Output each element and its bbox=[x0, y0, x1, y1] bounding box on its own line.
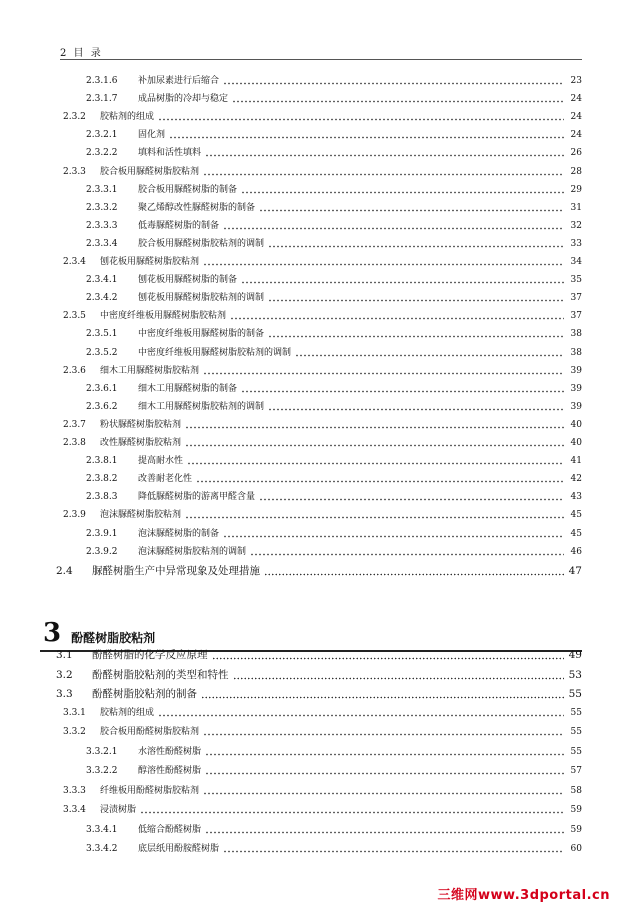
toc-entry-page: 32 bbox=[570, 220, 582, 231]
toc-entry-page: 26 bbox=[570, 148, 582, 159]
toc-entry-title: 酚醛树脂的化学反应原理 bbox=[92, 649, 208, 661]
toc-entry-number: 2.3.9.1 bbox=[86, 528, 118, 539]
toc-entry-title: 脲醛树脂生产中异常现象及处理措施 bbox=[92, 564, 260, 577]
dot-leader bbox=[205, 154, 564, 157]
dot-leader bbox=[185, 516, 564, 519]
toc-entry-page: 42 bbox=[570, 474, 582, 485]
toc-entry bbox=[63, 726, 582, 738]
toc-entry-title: 中密度纤维板用脲醛树脂胶粘剂的调制 bbox=[138, 347, 292, 358]
toc-entry-page: 39 bbox=[570, 401, 582, 412]
toc-entry-number: 2.3.5.2 bbox=[86, 347, 118, 358]
toc-entry bbox=[56, 668, 582, 682]
toc-entry bbox=[63, 707, 582, 719]
toc-entry-page: 39 bbox=[570, 365, 582, 376]
toc-entry bbox=[86, 491, 582, 503]
toc-entry bbox=[56, 648, 582, 662]
dot-leader bbox=[158, 714, 564, 717]
toc-entry-number: 3.3.2.1 bbox=[86, 746, 118, 757]
toc-entry bbox=[86, 843, 582, 855]
toc-entry bbox=[63, 166, 582, 178]
dot-leader bbox=[268, 408, 564, 411]
toc-entry-number: 2.3.2.2 bbox=[86, 148, 118, 159]
toc-entry-page: 55 bbox=[570, 746, 582, 757]
toc-entry-page: 39 bbox=[570, 383, 582, 394]
toc-entry-page: 58 bbox=[570, 785, 582, 796]
toc-entry-title: 胶合板用酚醛树脂胶粘剂 bbox=[100, 727, 200, 737]
toc-entry-page: 46 bbox=[570, 546, 582, 557]
toc-entry bbox=[63, 111, 582, 123]
toc-entry-number: 2.3.8 bbox=[63, 438, 86, 448]
toc-entry-page: 53 bbox=[568, 668, 582, 681]
toc-entry-number: 2.3.3.3 bbox=[86, 220, 118, 231]
toc-entry-number: 3.3.1 bbox=[63, 707, 86, 718]
toc-entry-title: 中密度纤维板用脲醛树脂的制备 bbox=[138, 329, 265, 340]
toc-entry-page: 57 bbox=[570, 766, 582, 776]
dot-leader bbox=[203, 173, 564, 176]
dot-leader bbox=[212, 657, 565, 660]
toc-entry-page: 28 bbox=[570, 166, 582, 177]
toc-entry-page: 38 bbox=[570, 329, 582, 340]
toc-entry bbox=[86, 765, 582, 777]
toc-entry-page: 24 bbox=[570, 94, 582, 105]
toc-entry-number: 2.3.2 bbox=[63, 112, 86, 123]
toc-entry-page: 40 bbox=[570, 438, 582, 448]
dot-leader bbox=[233, 677, 565, 680]
toc-entry-title: 补加尿素进行后缩合 bbox=[138, 76, 220, 86]
dot-leader bbox=[295, 354, 564, 357]
toc-entry bbox=[86, 93, 582, 105]
toc-entry bbox=[63, 256, 582, 268]
dot-leader bbox=[241, 390, 564, 393]
toc-entry-number: 2.3.8.3 bbox=[86, 492, 118, 503]
dot-leader bbox=[203, 263, 564, 266]
toc-entry-title: 纤维板用酚醛树脂胶粘剂 bbox=[100, 785, 200, 796]
toc-entry bbox=[86, 824, 582, 836]
toc-entry-page: 37 bbox=[570, 311, 582, 322]
toc-entry-title: 固化剂 bbox=[138, 130, 166, 141]
toc-entry-number: 2.3.5 bbox=[63, 311, 86, 322]
toc-entry-page: 60 bbox=[570, 844, 582, 854]
toc-entry-number: 3.2 bbox=[56, 668, 73, 681]
toc-entry-title: 细木工用脲醛树脂胶粘剂 bbox=[100, 365, 200, 376]
dot-leader bbox=[268, 335, 564, 338]
chapter-number: 3 bbox=[43, 618, 62, 648]
toc-entry-page: 45 bbox=[570, 528, 582, 539]
toc-entry-page: 55 bbox=[570, 727, 582, 737]
toc-entry-title: 细木工用脲醛树脂胶粘剂的调制 bbox=[138, 401, 265, 412]
toc-entry bbox=[86, 528, 582, 540]
toc-entry-title: 刨花板用脲醛树脂的制备 bbox=[138, 275, 238, 286]
site-watermark: 三维网www.3dportal.cn bbox=[437, 888, 610, 903]
toc-entry-number: 2.3.8.1 bbox=[86, 456, 118, 467]
toc-entry-title: 酚醛树脂胶粘剂的制备 bbox=[92, 688, 197, 700]
toc-entry-page: 31 bbox=[570, 202, 582, 213]
toc-entry-page: 55 bbox=[568, 688, 582, 700]
toc-entry-page: 47 bbox=[568, 564, 582, 577]
toc-entry bbox=[86, 383, 582, 395]
dot-leader bbox=[196, 480, 564, 483]
toc-entry-title: 低毒脲醛树脂的制备 bbox=[138, 220, 220, 231]
toc-entry-title: 成品树脂的冷却与稳定 bbox=[138, 94, 229, 105]
toc-entry bbox=[86, 184, 582, 196]
toc-entry-page: 29 bbox=[570, 184, 582, 195]
dot-leader bbox=[187, 462, 564, 465]
toc-entry bbox=[86, 347, 582, 359]
toc-entry-number: 2.3.1.6 bbox=[86, 76, 118, 86]
toc-entry-number: 2.3.3.2 bbox=[86, 202, 118, 213]
toc-entry-title: 胶合板用脲醛树脂胶粘剂的调制 bbox=[138, 238, 265, 249]
toc-entry-number: 2.4 bbox=[56, 564, 73, 577]
dot-leader bbox=[223, 535, 564, 538]
toc-entry-number: 3.3.4 bbox=[63, 805, 86, 815]
toc-entry bbox=[86, 328, 582, 340]
toc-entry bbox=[86, 546, 582, 558]
dot-leader bbox=[169, 136, 564, 139]
toc-entry-number: 3.1 bbox=[56, 649, 73, 661]
toc-entry bbox=[86, 455, 582, 467]
toc-entry-title: 中密度纤维板用脲醛树脂胶粘剂 bbox=[100, 311, 227, 322]
toc-entry-title: 浸渍树脂 bbox=[100, 805, 137, 815]
toc-entry-number: 3.3.4.1 bbox=[86, 824, 118, 835]
toc-entry-title: 醇溶性酚醛树脂 bbox=[138, 766, 202, 776]
toc-entry bbox=[86, 238, 582, 250]
toc-entry-title: 胶粘剂的组成 bbox=[100, 112, 155, 123]
toc-entry-page: 45 bbox=[570, 510, 582, 521]
toc-entry-page: 40 bbox=[570, 419, 582, 430]
toc-entry-title: 泡沫脲醛树脂胶粘剂的调制 bbox=[138, 546, 247, 557]
dot-leader bbox=[223, 227, 564, 230]
toc-entry bbox=[63, 365, 582, 377]
chapter-heading bbox=[43, 620, 155, 646]
toc-entry-title: 聚乙烯醇改性脲醛树脂的制备 bbox=[138, 202, 256, 213]
dot-leader bbox=[264, 573, 564, 576]
toc-entry-page: 41 bbox=[570, 456, 582, 467]
toc-entry bbox=[86, 401, 582, 413]
dot-leader bbox=[203, 792, 564, 795]
toc-entry bbox=[86, 274, 582, 286]
dot-leader bbox=[205, 772, 564, 775]
toc-entry-number: 2.3.4.2 bbox=[86, 293, 118, 304]
toc-entry-title: 提高耐水性 bbox=[138, 456, 184, 467]
toc-entry bbox=[56, 687, 582, 701]
toc-entry-title: 胶粘剂的组成 bbox=[100, 707, 155, 718]
dot-leader bbox=[223, 82, 564, 85]
toc-entry-number: 2.3.3.4 bbox=[86, 238, 118, 249]
toc-entry-title: 降低脲醛树脂的游离甲醛含量 bbox=[138, 492, 256, 503]
toc-entry-page: 59 bbox=[570, 824, 582, 835]
toc-entry bbox=[63, 509, 582, 521]
toc-entry-page: 49 bbox=[568, 649, 582, 661]
toc-entry bbox=[86, 220, 582, 232]
dot-leader bbox=[232, 100, 564, 103]
toc-entry-title: 底层纸用酚胺醛树脂 bbox=[138, 844, 220, 854]
toc-entry-number: 2.3.1.7 bbox=[86, 94, 118, 105]
toc-entry-number: 2.3.6.2 bbox=[86, 401, 118, 412]
toc-entry-number: 2.3.2.1 bbox=[86, 130, 118, 141]
dot-leader bbox=[223, 850, 564, 853]
dot-leader bbox=[259, 209, 564, 212]
toc-entry-title: 泡沫脲醛树脂的制备 bbox=[138, 528, 220, 539]
dot-leader bbox=[250, 553, 564, 556]
dot-leader bbox=[205, 831, 564, 834]
toc-entry bbox=[63, 419, 582, 431]
dot-leader bbox=[203, 372, 564, 375]
toc-entry-title: 刨花板用脲醛树脂胶粘剂的调制 bbox=[138, 293, 265, 304]
toc-entry bbox=[86, 75, 582, 87]
toc-entry bbox=[86, 202, 582, 214]
header-divider bbox=[60, 59, 582, 60]
toc-entry-page: 24 bbox=[570, 130, 582, 141]
dot-leader bbox=[205, 753, 564, 756]
page-header: 2 目 录 bbox=[60, 48, 103, 59]
toc-entry bbox=[86, 746, 582, 758]
toc-entry bbox=[63, 804, 582, 816]
toc-entry bbox=[86, 473, 582, 485]
toc-entry-number: 3.3 bbox=[56, 688, 73, 700]
dot-leader bbox=[230, 317, 564, 320]
toc-entry-page: 37 bbox=[570, 293, 582, 304]
toc-entry-title: 改性脲醛树脂胶粘剂 bbox=[100, 438, 182, 448]
toc-entry-page: 38 bbox=[570, 347, 582, 358]
dot-leader bbox=[185, 444, 564, 447]
toc-entry bbox=[56, 564, 582, 578]
toc-entry-number: 3.3.3 bbox=[63, 785, 86, 796]
chapter-title: 酚醛树脂胶粘剂 bbox=[71, 631, 156, 645]
dot-leader bbox=[201, 696, 564, 699]
toc-entry-title: 细木工用脲醛树脂的制备 bbox=[138, 383, 238, 394]
toc-entry-title: 填料和活性填料 bbox=[138, 148, 202, 159]
toc-entry bbox=[86, 129, 582, 141]
toc-entry-page: 33 bbox=[570, 238, 582, 249]
toc-entry bbox=[63, 785, 582, 797]
toc-entry-title: 改善耐老化性 bbox=[138, 474, 193, 485]
toc-entry-number: 2.3.3.1 bbox=[86, 184, 118, 195]
toc-entry-page: 59 bbox=[570, 805, 582, 815]
dot-leader bbox=[203, 733, 564, 736]
toc-entry-title: 水溶性酚醛树脂 bbox=[138, 746, 202, 757]
toc-entry-number: 2.3.8.2 bbox=[86, 474, 118, 485]
toc-entry-number: 2.3.6 bbox=[63, 365, 86, 376]
toc-entry-title: 胶合板用脲醛树脂胶粘剂 bbox=[100, 166, 200, 177]
toc-entry-number: 3.3.2 bbox=[63, 727, 86, 737]
toc-entry bbox=[63, 437, 582, 449]
toc-entry-number: 2.3.9.2 bbox=[86, 546, 118, 557]
dot-leader bbox=[158, 118, 564, 121]
dot-leader bbox=[268, 245, 564, 248]
toc-entry-page: 55 bbox=[570, 707, 582, 718]
toc-entry-number: 3.3.4.2 bbox=[86, 844, 118, 854]
toc-entry-number: 2.3.3 bbox=[63, 166, 86, 177]
toc-entry bbox=[86, 147, 582, 159]
toc-entry bbox=[63, 310, 582, 322]
toc-entry-title: 刨花板用脲醛树脂胶粘剂 bbox=[100, 257, 200, 267]
toc-entry-number: 2.3.9 bbox=[63, 510, 86, 521]
toc-entry-number: 2.3.4.1 bbox=[86, 275, 118, 286]
dot-leader bbox=[268, 299, 564, 302]
dot-leader bbox=[259, 498, 564, 501]
toc-entry-page: 34 bbox=[570, 257, 582, 267]
toc-entry-number: 3.3.2.2 bbox=[86, 766, 118, 776]
toc-entry-number: 2.3.6.1 bbox=[86, 383, 118, 394]
toc-entry-number: 2.3.4 bbox=[63, 257, 86, 267]
toc-entry-title: 粉状脲醛树脂胶粘剂 bbox=[100, 419, 182, 430]
toc-entry-title: 酚醛树脂胶粘剂的类型和特性 bbox=[92, 668, 229, 681]
toc-entry-page: 24 bbox=[570, 112, 582, 123]
dot-leader bbox=[140, 811, 564, 814]
toc-entry-page: 23 bbox=[570, 76, 582, 86]
dot-leader bbox=[241, 191, 564, 194]
toc-entry-number: 2.3.7 bbox=[63, 419, 86, 430]
toc-entry-page: 35 bbox=[570, 275, 582, 286]
dot-leader bbox=[185, 426, 564, 429]
toc-entry bbox=[86, 292, 582, 304]
toc-entry-title: 胶合板用脲醛树脂的制备 bbox=[138, 184, 238, 195]
toc-entry-number: 2.3.5.1 bbox=[86, 329, 118, 340]
toc-entry-page: 43 bbox=[570, 492, 582, 503]
toc-entry-title: 泡沫脲醛树脂胶粘剂 bbox=[100, 510, 182, 521]
dot-leader bbox=[241, 281, 564, 284]
toc-entry-title: 低缩合酚醛树脂 bbox=[138, 824, 202, 835]
